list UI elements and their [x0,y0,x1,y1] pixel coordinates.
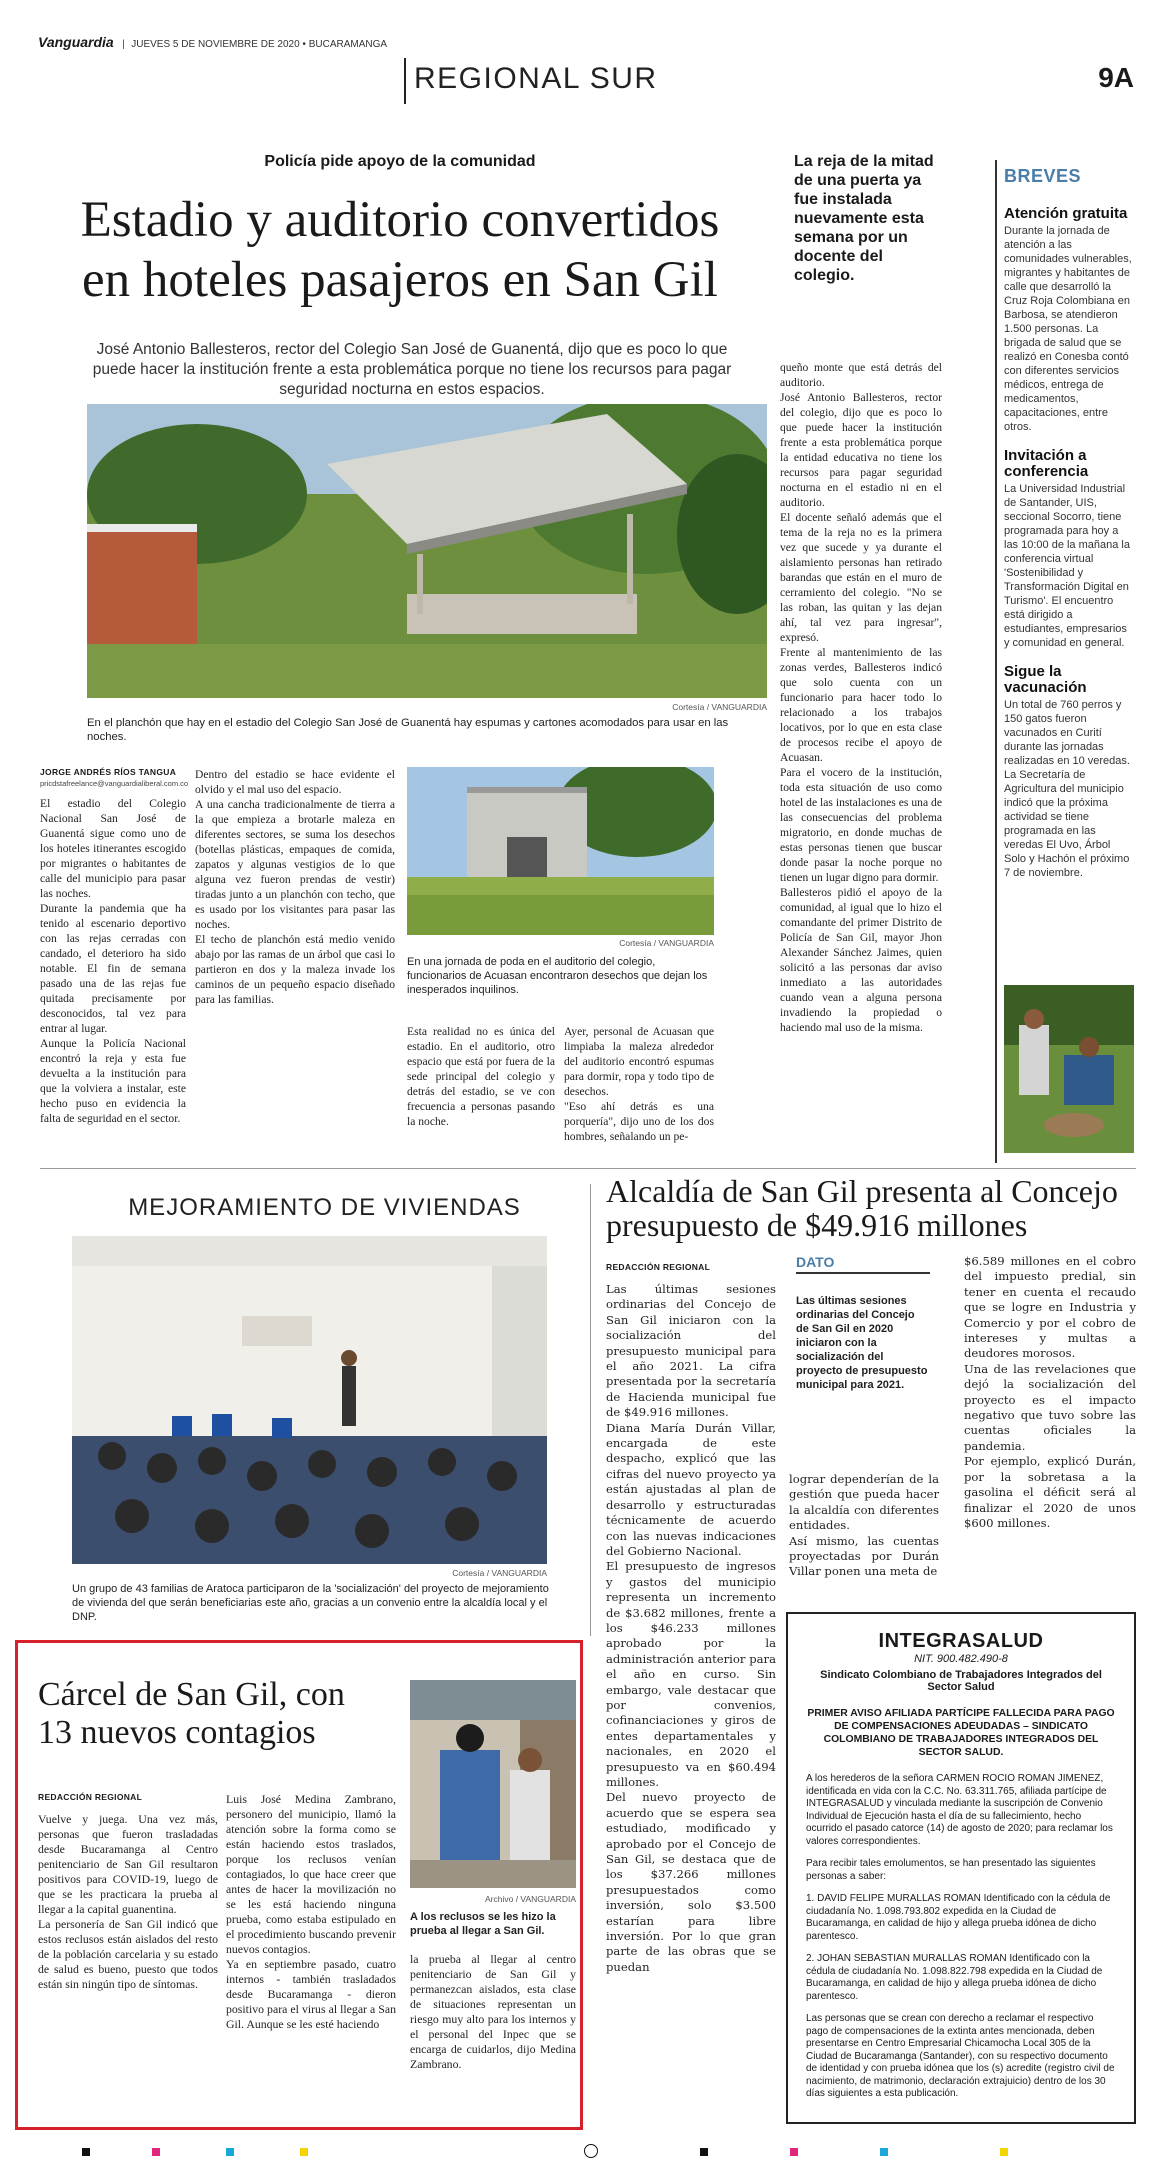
alcaldia-col-1: Las últimas sesiones ordinarias del Concejo de San Gil iniciaron con la socialización del presupuesto municipal para el año 2021. La cifra presentada por la secretaría de Hacienda municipal fue de $49.916 millones. Diana María Durán Villar, encargada de este despacho, explicó que las cifras del nuevo proyecto ya están ajustadas al plan de desarrollo y estructuradas técnicamente de acuerdo con las nuevas indicaciones del Gobierno Nacional. El presupuesto de ingresos y gastos del municipio representa un incremento de $3.682 millones, frente a los $46.233 millones aprobado por la administración anterior para el año en curso. Sin embargo, vale destacar que por convenios, cofinanciaciones y giros de entes departamentales y nacionales, en 2020 el presupuesto va en $60.494 millones. Del nuevo proyecto de acuerdo que se espera sea estudiado, modificado y aprobado por el Concejo de San Gil, se destaca que de los $37.266 millones presupuestados como inversión, solo $3.500 estarían para libre inversión. Por lo que gran parte de las obras que se puedan [606,1282,776,1974]
header-divider [404,58,406,104]
page-number: 9A [1098,62,1134,93]
stadium-photo [87,404,767,698]
registration-marks [0,2148,1172,2162]
main-col-3: Esta realidad no es única del estadio. En el auditorio, otro espacio que está por fuera de la sede principal del colegio y detrás del estadio, se ve con frecuencia a personas pasando la noche. [407,1025,555,1128]
ad-nit: NIT. 900.482.490-8 [914,1653,1008,1665]
integrasalud-ad [786,1612,1136,2124]
vaccination-photo [1004,985,1134,1153]
photo2-credit: Cortesía / VANGUARDIA [619,938,714,948]
masthead: Vanguardia | JUEVES 5 DE NOVIEMBRE DE 2020 • BUCARAMANGA [38,34,388,50]
ad-title: INTEGRASALUD [878,1630,1044,1652]
breves-rule [995,160,997,1163]
prison-photo [410,1680,576,1888]
main-col-1: El estadio del Colegio Nacional San José de Guanentá sigue como uno de los hoteles itinerantes escogido por migrantes o habitantes de calle del municipio para pasar las noches. Durante la pandemia que ha tenido al escenario deportivo con las rejas cerradas con candado, el deterioro ha sido notable. El fin de semana pasado una de las rejas fue quitada precisamente por desconocidos, tal vez para entrar al lugar. Aunque la Policía Nacional encontró la reja y esta fue devuelta a la institución para que la volviera a instalar, este hecho puso en evidencia la falta de seguridad en el sector. [40,797,186,1125]
dato-rule [796,1272,930,1274]
section-divider [40,1168,1136,1169]
carcel-byline: REDACCIÓN REGIONAL [38,1792,143,1802]
carcel-headline: Cárcel de San Gil, con 13 nuevos contagios [38,1676,345,1751]
photo-caption: En el planchón que hay en el estadio del Colegio San José de Guanentá hay espumas y cartones acomodados para usar en las noches. [87,717,729,743]
carcel-col-3: la prueba al llegar al centro penitenciario de San Gil y permanezcan aislados, esta clase de situaciones representan un riesgo muy alto para los internos y el personal del Inpec que se encarga de cuidarlos, dijo Medina Zambrano. [410,1952,576,2071]
byline-name: JORGE ANDRÉS RÍOS TANGUA [40,767,177,777]
auditorium-photo [407,767,714,935]
main-col-4: Ayer, personal de Acuasan que limpiaba la maleza alrededor del auditorio encontró espumas para dormir, ropa y todo tipo de desechos. "Eso ahí detrás es una porquería", dijo uno de los dos hombres, señalando un pe- [564,1025,714,1143]
ad-org: Sindicato Colombiano de Trabajadores Integrados del Sector Salud [820,1669,1102,1693]
meeting-photo [72,1236,547,1564]
ad-paragraph: Las personas que se crean con derecho a reclamar el respectivo pago de compensaciones de la extinta antes mencionada, deben presentarse en Centro Empresarial Chicamocha Local 305 de la Ciudad de Bucaramanga (Santander), con su respectivo documento de identidad y con prueba idónea que los (s) acredite (registro civil de nacimiento, de matrimonio, declaración extrajuicio) dentro de los 30 días siguientes a esta publicación. [806,2013,1115,2099]
brand-logo: Vanguardia [38,34,114,50]
breve-item: Invitación a conferencia La Universidad Industrial de Santander, UIS, seccional Socorro, tiene programada para hoy a las 10:00 de la mañana la conferencia virtual 'Sostenibilidad y Transformación Digital en Turismo'. El encuentro está dirigido a estudiantes, empresarios y comunidad en general. [1004,447,1130,649]
deck: José Antonio Ballesteros, rector del Colegio San José de Guanentá, dijo que es poco lo que puede hacer la institución frente a esta problemática porque no tiene los recursos para pagar seguridad nocturna en estos espacios. [92,341,732,398]
kicker: Policía pide apoyo de la comunidad [264,153,536,170]
ad-paragraph: Para recibir tales emolumentos, se han presentado las siguientes personas a saber: [806,1858,1096,1882]
carcel-photo-caption: A los reclusos se les hizo la prueba al llegar a San Gil. [410,1911,556,1937]
carcel-col-2: Luis José Medina Zambrano, personero del municipio, llamó la atención sobre la forma como se están haciendo estos traslados, porque los reclusos venían contagiados, lo que hace creer que antes de hacer la movilización no se les está haciendo ninguna prueba, como estaba estipulado en el procedimiento buscando prevenir nuevos contagios. Ya en septiembre pasado, cuatro internos - también trasladados desde Bucaramanga - dieron positivo para el virus al llegar a San Gil. Aunque se les esté haciendo [226,1792,396,2031]
breve-item: Sigue la vacunación Un total de 760 perros y 150 gatos fueron vacunados en Curití durante las jornadas realizadas en 10 veredas. La Secretaría de Agricultura del municipio indicó que la próxima actividad se tiene programada en las veredas El Uvo, Árbol Solo y Hachón el próximo 7 de noviembre. [1004,663,1130,879]
alcaldia-col-2: lograr dependerían de la gestión que pueda hacer la alcaldía con diferentes entidades. Así mismo, las cuentas proyectadas por Durán Villar ponen una meta de [789,1472,939,1579]
alcaldia-col-3: $6.589 millones en el cobro del impuesto predial, sin tener en cuenta el recaudo que se logre en Industria y Comercio y por el cobro de intereses y multas a deudores morosos. Una de las revelaciones que dejó la socialización del proyecto es el impacto negativo que tuvo sobre las cuentas oficiales la pandemia. Por ejemplo, explicó Durán, por la sobretasa a la gasolina el déficit será al finalizar el 2020 de unos $600 millones. [964,1254,1136,1530]
photo2-caption: En una jornada de poda en el auditorio del colegio, funcionarios de Acuasan encontraron desechos que dejan los inesperados inquilinos. [407,956,708,996]
main-col-2: Dentro del estadio se hace evidente el olvido y el mal uso del espacio. A una cancha tradicionalmente de tierra a la que empieza a brotarle maleza en diferentes sectores, se suma los desechos (botellas plásticas, empaques de comida, zapatos y algunas vestigios de lo que alguna vez fueron prendas de vestir) tiradas junto a un planchón con techo, que es usado por los visitantes para pasar las noches. El techo de planchón está medio venido abajo por las ramas de un árbol que casi lo partieron en dos y la maleza invade los caminos de un pequeño espacio diseñado para las familias. [195,768,395,1006]
vivienda-caption: Un grupo de 43 familias de Aratoca participaron de la 'socialización' del proyecto de mejoramiento de vivienda del que serán beneficiarias este año, gracias a un convenio entre la alcaldía local y el DNP. [72,1583,549,1623]
vivienda-credit: Cortesía / VANGUARDIA [452,1568,547,1578]
main-col-5: queño monte que está detrás del auditorio. José Antonio Ballesteros, rector del colegio, dijo que es poco lo que puede hacer la institución frente a esta problemática porque la entidad educativa no tiene los recursos para pagar seguridad nocturna en el estadio ni en el auditorio. El docente señaló además que el tema de la reja no es la primera vez que sucede y ya durante el aislamiento personas han retirado barandas que están en el muro de cerramiento del colegio. "No se las roban, las quitan y las dejan ahí, tal vez para ingresar", expresó. Frente al mantenimiento de las zonas verdes, Ballesteros indicó que solo cuenta con un funcionario para hacer todo lo relacionado a los trabajos locativos, por lo que en esta clase de procesos recibe el apoyo de Acuasan. Para el vocero de la institución, toda esta situación de uso como hotel de las instalaciones es una de las consecuencias del problema migratorio, en donde muchas de estas personas tienen que buscar donde pasar la noche porque no tienen un lugar digno para dormir. Ballesteros pidió el apoyo de la comunidad, al igual que lo hizo el comandante del primer Distrito de Policía de San Gil, mayor Jhon Alexander Sánchez Jaimes, quien solicitó a las personas dar aviso inmediato a las autoridades cuando vean a alguna persona invadiendo la propiedad o haciendo mal uso de la misma. [780,361,942,1034]
ad-paragraph: 2. JOHAN SEBASTIAN MURALLAS ROMAN Identificado con la cédula de ciudadanía No. 1.098.822.798 expedida en la Ciudad de Bucaramanga, en calidad de hijo y allega prueba idónea de dicho parentesco. [806,1953,1103,2002]
column-divider [590,1184,591,1636]
breve-item: Atención gratuita Durante la jornada de atención a las comunidades vulnerables, migrantes y habitantes de calle que desarrolló la Cruz Roja Colombiana en Barbosa, se atendieron 1.500 personas. La brigada de salud que se realizó en Conesba contó con diferentes servicios médicos, entrega de medicamentos, capacitaciones, entre otros. [1004,205,1132,433]
headline: Estadio y auditorio convertidos en hoteles pasajeros en San Gil [80,192,720,308]
photo-credit: Cortesía / VANGUARDIA [672,702,767,712]
ad-paragraph: 1. DAVID FELIPE MURALLAS ROMAN Identificado con la cédula de ciudadanía No. 1.098.793.802 expedida en la Ciudad de Bucaramanga, en calidad de hijo y allega prueba idónea de dicho parentesco. [806,1893,1111,1942]
ad-notice: PRIMER AVISO AFILIADA PARTÍCIPE FALLECIDA PARA PAGO DE COMPENSACIONES ADEUDADAS – SINDICATO COLOMBIANO DE TRABAJADORES INTEGRADOS DEL SECTOR SALUD. [807,1708,1115,1758]
dateline: JUEVES 5 DE NOVIEMBRE DE 2020 • BUCARAMANGA [131,39,388,50]
alcaldia-byline: REDACCIÓN REGIONAL [606,1262,711,1272]
carcel-credit: Archivo / VANGUARDIA [484,1894,576,1904]
vivienda-title: MEJORAMIENTO DE VIVIENDAS [128,1194,521,1221]
carcel-col-1: Vuelve y juega. Una vez más, personas que fueron trasladadas desde Bucaramanga al Centro penitenciario de San Gil resultaron positivos para COVID-19, luego de que se les practicara la prueba al llegar a la capital guanentina. La personería de San Gil indicó que estos reclusos están aislados del resto de la población carcelaria y su estado de salud es bueno, puesto que todos están sin ningún tipo de síntomas. [38,1812,218,1991]
ad-paragraph: A los herederos de la señora CARMEN ROCIO ROMAN JIMENEZ, identificada en vida con la C.C. No. 63.311.765, afiliada partícipe de INTEGRASALUD y vinculada mediante la suscripción de Convenio Individual de Ejecución hasta el día de su fallecimiento, hecho ocurrido el pasado catorce (14) de agosto de 2020; para reclamar los valores correspondientes. [806,1773,1113,1847]
breves-title: BREVES [1004,166,1082,186]
section-title: REGIONAL SUR [414,62,658,95]
pullquote: La reja de la mitad de una puerta ya fue instalada nuevamente esta semana por un docente del colegio. [794,153,934,284]
dato-label: DATO [796,1254,835,1270]
breves-items [1004,206,1134,880]
dato-text: Las últimas sesiones ordinarias del Concejo de San Gil en 2020 iniciaron con la socialización del proyecto de presupuesto municipal para 2021. [796,1295,928,1391]
byline-email: pricdstafreelance@vanguardialiberal.com.co [40,779,189,788]
alcaldia-headline: Alcaldía de San Gil presenta al Concejo presupuesto de $49.916 millones [606,1173,1118,1243]
